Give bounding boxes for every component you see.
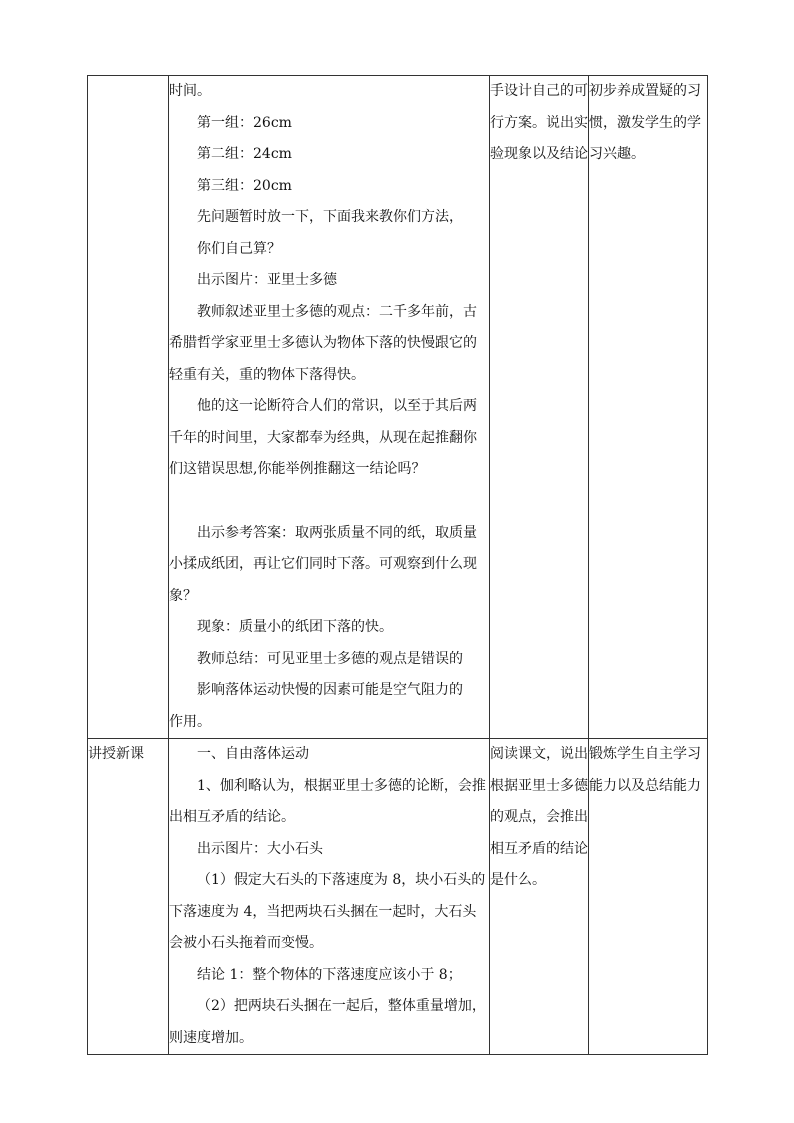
student-activity-text: 阅读课文，说出根据亚里士多德的观点，会推出相互矛盾的结论是什么。 xyxy=(490,746,588,888)
lesson-plan-table xyxy=(87,75,708,1055)
design-intent-text: 初步养成置疑的习惯，激发学生的学习兴趣。 xyxy=(589,83,701,162)
content-cell xyxy=(169,739,490,1055)
content-line: 结论 1：整个物体的下落速度应该小于 8； xyxy=(197,966,462,983)
student-activity-cell xyxy=(490,76,589,739)
content-paragraph: （1）假定大石头的下落速度为 8，块小石头的下落速度为 4，当把两块石头捆在一起时，大石头会被小石头拖着而变慢。 xyxy=(169,872,486,951)
section-cell xyxy=(88,739,169,1055)
content-heading: 一、自由落体运动 xyxy=(197,746,309,762)
content-cell xyxy=(169,76,490,739)
content-paragraph: 教师叙述亚里士多德的观点：二千多年前，古希腊哲学家亚里士多德认为物体下落的快慢跟它的轻重有关，重的物体下落得快。 xyxy=(169,303,477,383)
content-line: 第一组：26cm xyxy=(197,114,292,131)
content-paragraph: 1、伽利略认为，根据亚里士多德的论断，会推出相互矛盾的结论。 xyxy=(169,777,486,825)
content-line: 出示图片：亚里士多德 xyxy=(197,272,337,288)
content-line: 影响落体运动快慢的因素可能是空气阻力的 xyxy=(197,682,463,698)
blank-line xyxy=(169,486,489,518)
table-row xyxy=(88,76,708,739)
section-label: 讲授新课 xyxy=(88,746,144,762)
student-activity-text: 手设计自己的可行方案。说出实验现象以及结论 xyxy=(490,83,588,162)
table-row xyxy=(88,739,708,1055)
content-line: 你们自己算？ xyxy=(197,240,281,257)
content-paragraph: 出示参考答案：取两张质量不同的纸，取质量小揉成纸团，再让它们同时下落。可观察到什么现象？ xyxy=(169,524,477,604)
content-line: 出示图片：大小石头 xyxy=(197,840,323,857)
design-intent-text: 锻炼学生自主学习能力以及总结能力 xyxy=(589,746,701,794)
design-intent-cell xyxy=(589,739,708,1055)
design-intent-cell xyxy=(589,76,708,739)
content-line: 第二组：24cm xyxy=(197,146,292,162)
content-line: 作用。 xyxy=(169,713,211,730)
student-activity-cell xyxy=(490,739,589,1055)
content-line: 现象：质量小的纸团下落的快。 xyxy=(197,619,393,635)
content-line: 教师总结：可见亚里士多德的观点是错误的 xyxy=(197,650,463,667)
content-line: 第三组：20cm xyxy=(197,177,292,194)
lesson-plan-page xyxy=(87,75,707,1045)
content-line: 先问题暂时放一下，下面我来教你们方法， xyxy=(197,209,463,225)
section-cell xyxy=(88,76,169,739)
content-line: 时间。 xyxy=(169,83,211,99)
content-paragraph: 他的这一论断符合人们的常识，以至于其后两千年的时间里，大家都奉为经典，从现在起推翻你们这错误思想,你能举例推翻这一结论吗？ xyxy=(169,398,477,477)
content-paragraph: （2）把两块石头捆在一起后，整体重量增加，则速度增加。 xyxy=(169,998,486,1046)
